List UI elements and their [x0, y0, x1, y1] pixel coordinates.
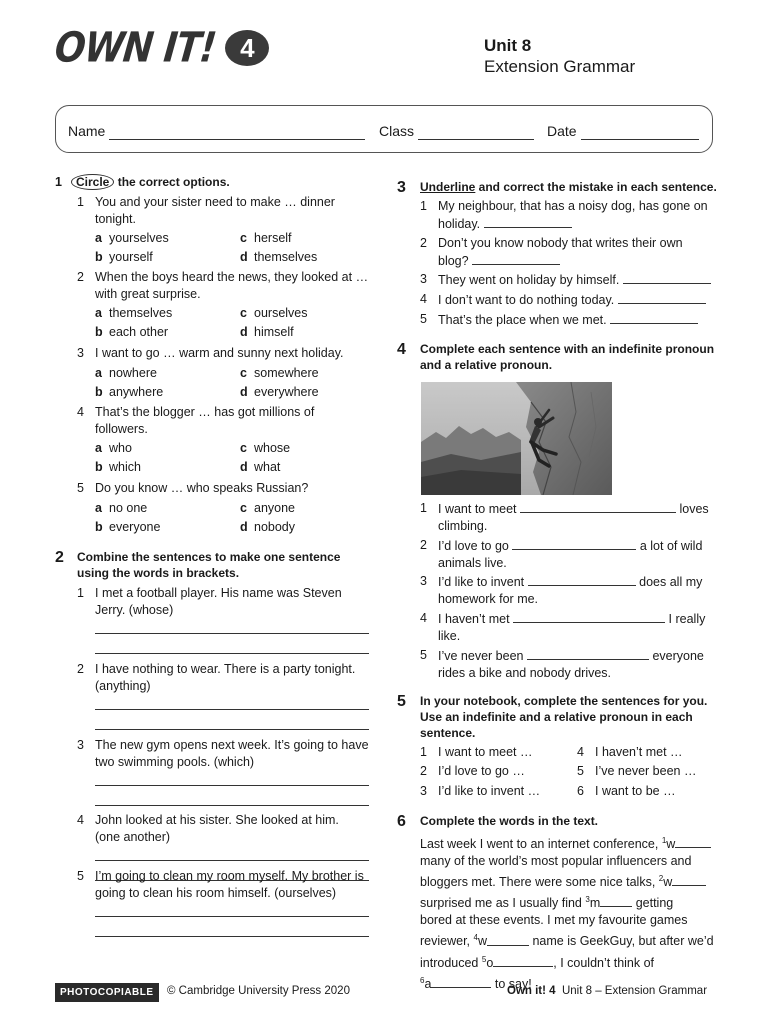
option-letter: a [95, 441, 102, 455]
option-c[interactable] [240, 305, 308, 322]
option-b[interactable] [95, 324, 168, 341]
question-text: I want to go … warm and sunny next holiday. [95, 346, 344, 360]
pronoun-blank[interactable] [520, 500, 676, 513]
unit-title: Unit 8 [484, 36, 532, 55]
pronoun-blank[interactable] [513, 610, 665, 623]
name-label: Name [68, 123, 106, 139]
option-d[interactable] [240, 459, 280, 476]
option-d[interactable] [240, 249, 317, 266]
question-number: 1 [420, 501, 427, 515]
question-text: The new gym opens next week. It’s going to have [95, 738, 369, 752]
option-letter: b [95, 460, 103, 474]
unit-subtitle: Extension Grammar [484, 57, 636, 76]
option-letter: c [240, 306, 247, 320]
question-text-cont: Jerry. (whose) [95, 603, 174, 617]
option-b[interactable] [95, 459, 141, 476]
answer-line[interactable] [95, 916, 369, 917]
option-text: which [109, 460, 141, 474]
option-text: yourself [109, 250, 153, 264]
pronoun-blank[interactable] [528, 573, 636, 586]
logo-level-badge: 4 [225, 30, 269, 66]
answer-line[interactable] [95, 709, 369, 710]
correction-blank[interactable] [484, 215, 572, 228]
option-text: who [109, 441, 132, 455]
item-number: 4 [577, 745, 584, 759]
item-number: 5 [577, 764, 584, 778]
option-b[interactable] [95, 249, 153, 266]
question-number: 3 [77, 346, 84, 360]
question-text-cont: two swimming pools. (which) [95, 755, 255, 769]
option-letter: b [95, 385, 103, 399]
question-number: 5 [420, 648, 427, 662]
option-letter: a [95, 366, 102, 380]
exercise-6-instruction: Complete the words in the text. [420, 814, 599, 828]
question-number: 1 [420, 199, 427, 213]
question-number: 4 [420, 292, 427, 306]
rock-climber-illustration [421, 382, 612, 495]
gap-2[interactable] [672, 873, 706, 886]
answer-line[interactable] [95, 653, 369, 654]
question-number: 2 [77, 270, 84, 284]
option-letter: d [240, 325, 248, 339]
option-text: nowhere [109, 366, 157, 380]
name-line[interactable] [109, 126, 365, 140]
question-text: I’d love to go a lot of wild animals live. [438, 539, 703, 570]
question-text: My neighbour, that has a noisy dog, has gone on holiday. [438, 199, 708, 231]
question-text: I met a football player. His name was Steven [95, 586, 342, 600]
option-text: nobody [254, 520, 296, 534]
option-text: whose [254, 441, 291, 455]
question-number: 4 [420, 611, 427, 625]
question-text: You and your sister need to make … dinner [95, 195, 335, 209]
question-number: 4 [77, 813, 84, 827]
item-number: 2 [420, 764, 427, 778]
option-text: himself [254, 325, 294, 339]
option-letter: c [240, 441, 247, 455]
date-field[interactable] [547, 123, 699, 140]
option-a[interactable] [95, 440, 132, 457]
question-number: 5 [420, 312, 427, 326]
class-field[interactable] [379, 123, 534, 140]
class-label: Class [379, 123, 415, 139]
question-number: 4 [77, 405, 84, 419]
option-letter: c [240, 366, 247, 380]
question-number: 3 [77, 738, 84, 752]
item-text: I’ve never been … [595, 764, 697, 778]
name-field[interactable] [68, 123, 365, 140]
question-text-cont: tonight. [95, 212, 137, 226]
correction-blank[interactable] [618, 291, 706, 304]
question-text-cont: (anything) [95, 679, 151, 693]
question-number: 5 [77, 869, 84, 883]
option-a[interactable] [95, 365, 157, 382]
question-text-cont: (one another) [95, 830, 171, 844]
date-label: Date [547, 123, 577, 139]
option-text: herself [254, 231, 292, 245]
answer-line[interactable] [95, 785, 369, 786]
question-number: 2 [77, 662, 84, 676]
option-text: everyone [109, 520, 161, 534]
exercise-4-number: 4 [397, 341, 406, 358]
option-letter: d [240, 520, 248, 534]
option-a[interactable] [95, 230, 169, 247]
gap-4[interactable] [487, 933, 529, 946]
logo-text: OWN IT! [52, 24, 218, 72]
option-letter: b [95, 250, 103, 264]
question-text: I have nothing to wear. There is a party tonight. [95, 662, 356, 676]
question-text-cont: with great surprise. [95, 287, 201, 301]
gap-6[interactable] [431, 975, 491, 988]
option-d[interactable] [240, 519, 295, 536]
option-text: anyone [254, 501, 296, 515]
question-text: John looked at his sister. She looked at him. [95, 813, 339, 827]
photocopiable-badge: PHOTOCOPIABLE [55, 983, 159, 1002]
pronoun-blank[interactable] [527, 647, 649, 660]
exercise-3-instruction: Underline and correct the mistake in each sentence. [420, 180, 717, 194]
option-b[interactable] [95, 519, 160, 536]
question-number: 1 [77, 586, 84, 600]
exercise-2-number: 2 [55, 549, 64, 566]
pronoun-blank[interactable] [512, 537, 636, 550]
option-letter: b [95, 520, 103, 534]
exercise-1-number: 1 [55, 175, 62, 189]
question-number: 1 [77, 195, 84, 209]
exercise-1-instruction: Circle the correct options. [71, 174, 230, 190]
option-d[interactable] [240, 324, 294, 341]
option-letter: d [240, 460, 248, 474]
option-b[interactable] [95, 384, 163, 401]
question-text: They went on holiday by himself. [438, 271, 728, 289]
item-text: I want to be … [595, 784, 676, 798]
circle-word: Circle [71, 174, 114, 190]
gap-5[interactable] [493, 954, 553, 967]
option-letter: a [95, 306, 102, 320]
question-text: I don’t want to do nothing today. [438, 291, 728, 309]
class-line[interactable] [418, 126, 534, 140]
answer-line[interactable] [95, 729, 369, 730]
option-c[interactable] [240, 440, 290, 457]
option-text: everywhere [254, 385, 319, 399]
option-a[interactable] [95, 500, 147, 517]
footer-right: Own it! 4 Unit 8 – Extension Grammar [507, 985, 708, 997]
item-text: I’d like to invent … [438, 784, 541, 798]
answer-line[interactable] [95, 860, 369, 861]
question-text-cont: followers. [95, 422, 148, 436]
own-it-logo [52, 24, 269, 72]
question-number: 2 [420, 236, 427, 250]
option-letter: c [240, 231, 247, 245]
question-text: Don’t you know nobody that writes their own blog? [438, 236, 683, 268]
correction-blank[interactable] [623, 271, 711, 284]
exercise-5-number: 5 [397, 693, 406, 710]
exercise-2-instruction: Combine the sentences to make one sentence using the words in brackets. [77, 550, 341, 580]
option-letter: a [95, 501, 102, 515]
question-text: I’ve never been everyone rides a bike and nobody drives. [438, 649, 704, 680]
question-text-cont: going to clean his room himself. (ourselves) [95, 886, 337, 900]
option-a[interactable] [95, 305, 172, 322]
item-text: I want to meet … [438, 745, 533, 759]
date-line[interactable] [581, 126, 699, 140]
rock-climber-photo [421, 382, 612, 495]
option-text: yourselves [109, 231, 169, 245]
option-letter: c [240, 501, 247, 515]
question-text: I haven’t met I really like. [438, 612, 706, 643]
exercise-4-instruction: Complete each sentence with an indefinite pronoun and a relative pronoun. [420, 342, 715, 372]
question-number: 5 [77, 481, 84, 495]
answer-line[interactable] [95, 936, 369, 937]
option-letter: b [95, 325, 103, 339]
exercise-3-number: 3 [397, 179, 406, 196]
option-text: each other [109, 325, 169, 339]
option-text: anywhere [109, 385, 164, 399]
gap-1[interactable] [675, 835, 711, 848]
exercise-5-instruction: In your notebook, complete the sentences for you. Use an indefinite and a relative pronoun in each sentence. [420, 694, 708, 740]
question-text: I want to meet loves climbing. [438, 502, 709, 533]
item-text: I’d love to go … [438, 764, 525, 778]
option-letter: a [95, 231, 102, 245]
question-text: Do you know … who speaks Russian? [95, 481, 309, 495]
question-number: 3 [420, 574, 427, 588]
question-number: 2 [420, 538, 427, 552]
question-text: That’s the place when we met. [438, 311, 728, 329]
option-text: themselves [254, 250, 318, 264]
gap-3[interactable] [600, 894, 632, 907]
option-text: no one [109, 501, 148, 515]
option-c[interactable] [240, 365, 319, 382]
correction-blank[interactable] [610, 311, 698, 324]
question-text: I’m going to clean my room myself. My brother is [95, 869, 364, 883]
correction-blank[interactable] [472, 252, 560, 265]
option-c[interactable] [240, 230, 292, 247]
item-number: 1 [420, 745, 427, 759]
option-text: what [254, 460, 281, 474]
question-text: I’d like to invent does all my homework for me. [438, 575, 703, 606]
question-text: When the boys heard the news, they looked at … [95, 270, 369, 284]
option-d[interactable] [240, 384, 319, 401]
item-number: 3 [420, 784, 427, 798]
option-text: themselves [109, 306, 173, 320]
exercise-6-number: 6 [397, 813, 406, 830]
item-text: I haven’t met … [595, 745, 683, 759]
student-info-box [55, 105, 713, 153]
item-number: 6 [577, 784, 584, 798]
option-letter: d [240, 250, 248, 264]
answer-line[interactable] [95, 805, 369, 806]
exercise-6-text: Last week I went to an internet conference, $^1$w many of the world’s most popular influencers and bloggers met. There were some nice talks, $^2$w surprised me as I usually find $^3$m getting bored at these events. I met my favourite games reviewer, $^4$w name is GeekGuy, but after we’d introduced $^5$o , I couldn’t think of $^6$a to say! [420, 836, 714, 991]
copyright-text: © Cambridge University Press 2020 [167, 985, 350, 997]
option-letter: d [240, 385, 248, 399]
option-c[interactable] [240, 500, 295, 517]
option-text: somewhere [254, 366, 319, 380]
answer-line[interactable] [95, 633, 369, 634]
question-text: That’s the blogger … has got millions of [95, 405, 315, 419]
option-text: ourselves [254, 306, 308, 320]
question-number: 3 [420, 272, 427, 286]
